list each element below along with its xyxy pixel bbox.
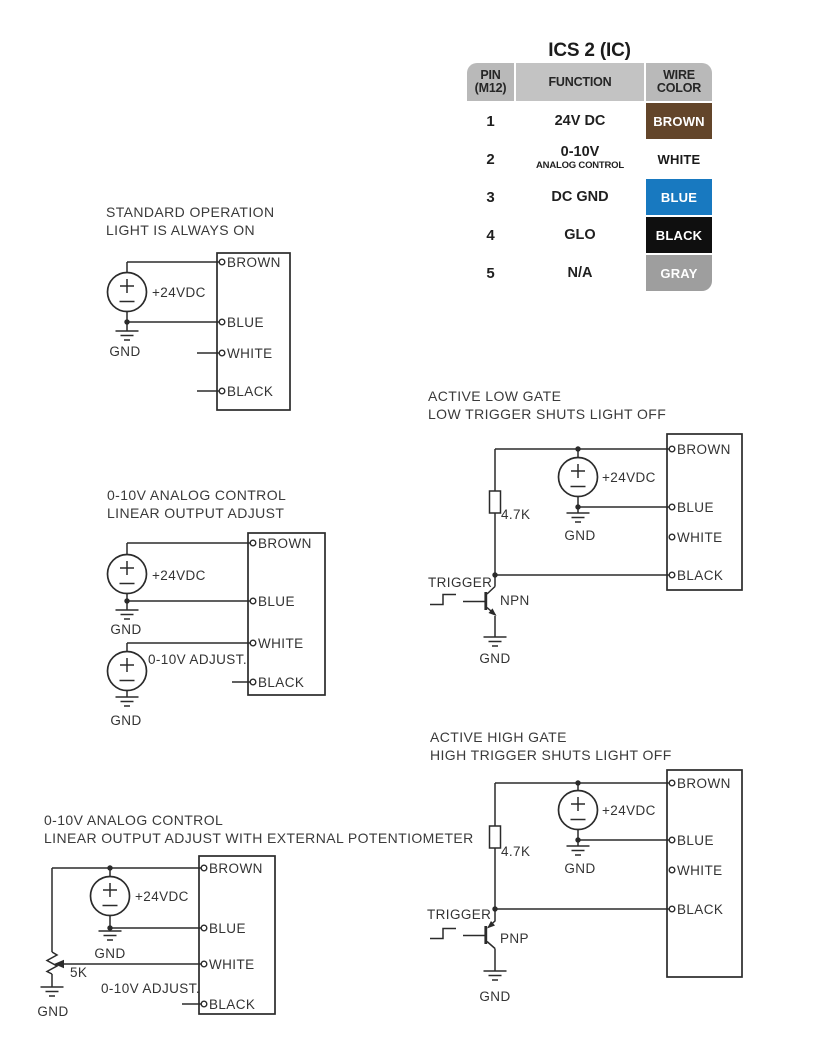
diagram-standard-circuit bbox=[95, 245, 310, 415]
resistor bbox=[490, 491, 501, 513]
pin-brown bbox=[219, 259, 225, 265]
pin-label-black: BLACK bbox=[227, 384, 274, 399]
voltage-source bbox=[108, 273, 147, 312]
trigger-step-icon bbox=[430, 595, 456, 605]
pin-label-blue: BLUE bbox=[677, 833, 714, 848]
adjust-source bbox=[108, 652, 147, 691]
adjust-label: 0-10V ADJUST. bbox=[101, 981, 200, 996]
diagram-active-low-heading bbox=[428, 388, 666, 423]
junction-dot bbox=[575, 780, 580, 785]
pin-black bbox=[669, 906, 675, 912]
pin-white bbox=[669, 867, 675, 873]
pin-label-white: WHITE bbox=[258, 636, 304, 651]
heading-line2: HIGH TRIGGER SHUTS LIGHT OFF bbox=[430, 746, 672, 763]
pinout-wire-color: BLACK bbox=[646, 217, 712, 253]
pinout-wire-color: BLUE bbox=[646, 179, 712, 215]
pin-label-blue: BLUE bbox=[677, 500, 714, 515]
voltage-source bbox=[559, 791, 598, 830]
diagram-standard-heading bbox=[106, 204, 274, 239]
pinout-wire-color: BROWN bbox=[646, 103, 712, 139]
pin-black bbox=[250, 679, 256, 685]
transistor-label: PNP bbox=[500, 931, 529, 946]
pinout-table-title: ICS 2 (IC) bbox=[548, 40, 631, 61]
pin-label-brown: BROWN bbox=[677, 442, 731, 457]
gnd-label: GND bbox=[37, 1004, 69, 1019]
junction-dot bbox=[107, 865, 112, 870]
pin-white bbox=[219, 350, 225, 356]
ground-symbol bbox=[567, 507, 590, 522]
pin-label-brown: BROWN bbox=[258, 536, 312, 551]
pinout-wire-color: WHITE bbox=[646, 141, 712, 177]
pin-label-white: WHITE bbox=[677, 530, 723, 545]
pinout-header-wire: WIRE COLOR bbox=[646, 63, 712, 101]
pin-brown bbox=[669, 446, 675, 452]
pin-white bbox=[201, 961, 207, 967]
function-sub: ANALOG CONTROL bbox=[536, 160, 624, 171]
pin-blue bbox=[201, 925, 207, 931]
pinout-pin-number: 4 bbox=[486, 226, 495, 244]
pin-label-blue: BLUE bbox=[227, 315, 264, 330]
ground-symbol bbox=[99, 928, 122, 940]
pinout-function bbox=[516, 141, 644, 177]
ground-symbol bbox=[41, 987, 64, 996]
pin-brown bbox=[250, 540, 256, 546]
ground-symbol bbox=[567, 840, 590, 855]
resistor bbox=[490, 826, 501, 848]
pin-blue bbox=[669, 504, 675, 510]
gnd-label: GND bbox=[109, 344, 141, 359]
source-label: +24VDC bbox=[152, 568, 206, 583]
pin-label-black: BLACK bbox=[209, 997, 256, 1012]
pinout-wire-color: GRAY bbox=[646, 255, 712, 291]
trigger-label: TRIGGER bbox=[428, 575, 493, 590]
heading-line1: 0-10V ANALOG CONTROL bbox=[44, 812, 224, 828]
gnd-label: GND bbox=[110, 713, 142, 728]
diagram-pot-heading bbox=[44, 812, 474, 847]
pin-label-blue: BLUE bbox=[258, 594, 295, 609]
resistor-label: 4.7K bbox=[501, 844, 531, 859]
diagram-analog-circuit bbox=[100, 530, 332, 735]
gnd-label: GND bbox=[564, 861, 596, 876]
pinout-function bbox=[516, 255, 644, 291]
trigger-step-icon bbox=[430, 929, 456, 939]
pinout-pin-number: 1 bbox=[486, 112, 495, 130]
pinout-header-pin: PIN (M12) bbox=[467, 63, 514, 101]
function-main: 0-10V bbox=[560, 144, 600, 160]
pin-label-blue: BLUE bbox=[209, 921, 246, 936]
voltage-source bbox=[108, 555, 147, 594]
trigger-label: TRIGGER bbox=[427, 907, 492, 922]
heading-line2: LINEAR OUTPUT ADJUST WITH EXTERNAL POTENTIOMETER bbox=[44, 829, 474, 846]
function-main: GLO bbox=[564, 227, 596, 243]
gnd-label: GND bbox=[564, 528, 596, 543]
wires bbox=[127, 262, 219, 391]
pin-label-black: BLACK bbox=[258, 675, 305, 690]
device-box bbox=[248, 533, 325, 695]
gnd-label: GND bbox=[479, 989, 511, 1004]
heading-line2: LINEAR OUTPUT ADJUST bbox=[107, 504, 285, 521]
pinout-function bbox=[516, 103, 644, 139]
ground-symbol bbox=[484, 971, 507, 980]
pinout-function bbox=[516, 179, 644, 215]
pin-label-black: BLACK bbox=[677, 902, 724, 917]
ground-symbol bbox=[484, 637, 507, 646]
gnd-label: GND bbox=[94, 946, 126, 961]
heading-line2: LIGHT IS ALWAYS ON bbox=[106, 221, 256, 238]
pin-label-white: WHITE bbox=[209, 957, 255, 972]
diagram-active-high-circuit bbox=[423, 763, 747, 1010]
function-main: 24V DC bbox=[554, 113, 606, 129]
function-main: DC GND bbox=[551, 189, 609, 205]
pin-label-black: BLACK bbox=[677, 568, 724, 583]
potentiometer bbox=[47, 952, 64, 974]
pin-blue bbox=[669, 837, 675, 843]
gnd-label: GND bbox=[110, 622, 142, 637]
pin-brown bbox=[669, 780, 675, 786]
pinout-pin-number: 3 bbox=[486, 188, 495, 206]
pin-label-brown: BROWN bbox=[677, 776, 731, 791]
diagram-pot-circuit bbox=[36, 852, 282, 1024]
ground-symbol bbox=[116, 697, 139, 706]
pin-blue bbox=[219, 319, 225, 325]
heading-line1: 0-10V ANALOG CONTROL bbox=[107, 487, 287, 503]
voltage-source bbox=[559, 458, 598, 497]
transistor-label: NPN bbox=[500, 593, 530, 608]
source-label: +24VDC bbox=[152, 285, 206, 300]
heading-line1: ACTIVE LOW GATE bbox=[428, 388, 562, 404]
source-label: +24VDC bbox=[602, 470, 656, 485]
source-label: +24VDC bbox=[602, 803, 656, 818]
pin-brown bbox=[201, 865, 207, 871]
heading-line1: ACTIVE HIGH GATE bbox=[430, 729, 567, 745]
voltage-source bbox=[91, 877, 130, 916]
pinout-header-function: FUNCTION bbox=[516, 63, 644, 101]
heading-line2: LOW TRIGGER SHUTS LIGHT OFF bbox=[428, 405, 667, 422]
source-label: +24VDC bbox=[135, 889, 189, 904]
pinout-function bbox=[516, 217, 644, 253]
adjust-label: 0-10V ADJUST. bbox=[148, 652, 247, 667]
pin-white bbox=[669, 534, 675, 540]
gnd-label: GND bbox=[479, 651, 511, 666]
pin-label-white: WHITE bbox=[227, 346, 273, 361]
pinout-table bbox=[467, 63, 712, 291]
diagram-active-low-circuit bbox=[425, 428, 747, 674]
pin-label-white: WHITE bbox=[677, 863, 723, 878]
ground-symbol bbox=[116, 601, 139, 619]
pin-black bbox=[219, 388, 225, 394]
function-main: N/A bbox=[567, 265, 593, 281]
ground-symbol bbox=[116, 322, 139, 340]
diagram-analog-heading bbox=[107, 487, 286, 522]
pin-blue bbox=[250, 598, 256, 604]
pinout-pin-number: 5 bbox=[486, 264, 495, 282]
diagram-active-high-heading bbox=[430, 729, 672, 764]
heading-line1: STANDARD OPERATION bbox=[106, 204, 275, 220]
pinout-pin-number: 2 bbox=[486, 150, 495, 168]
pin-black bbox=[669, 572, 675, 578]
pin-label-brown: BROWN bbox=[209, 861, 263, 876]
pin-white bbox=[250, 640, 256, 646]
pin-black bbox=[201, 1001, 207, 1007]
pot-value-label: 5K bbox=[70, 965, 88, 980]
resistor-label: 4.7K bbox=[501, 507, 531, 522]
pin-label-brown: BROWN bbox=[227, 255, 281, 270]
junction-dot bbox=[575, 446, 580, 451]
